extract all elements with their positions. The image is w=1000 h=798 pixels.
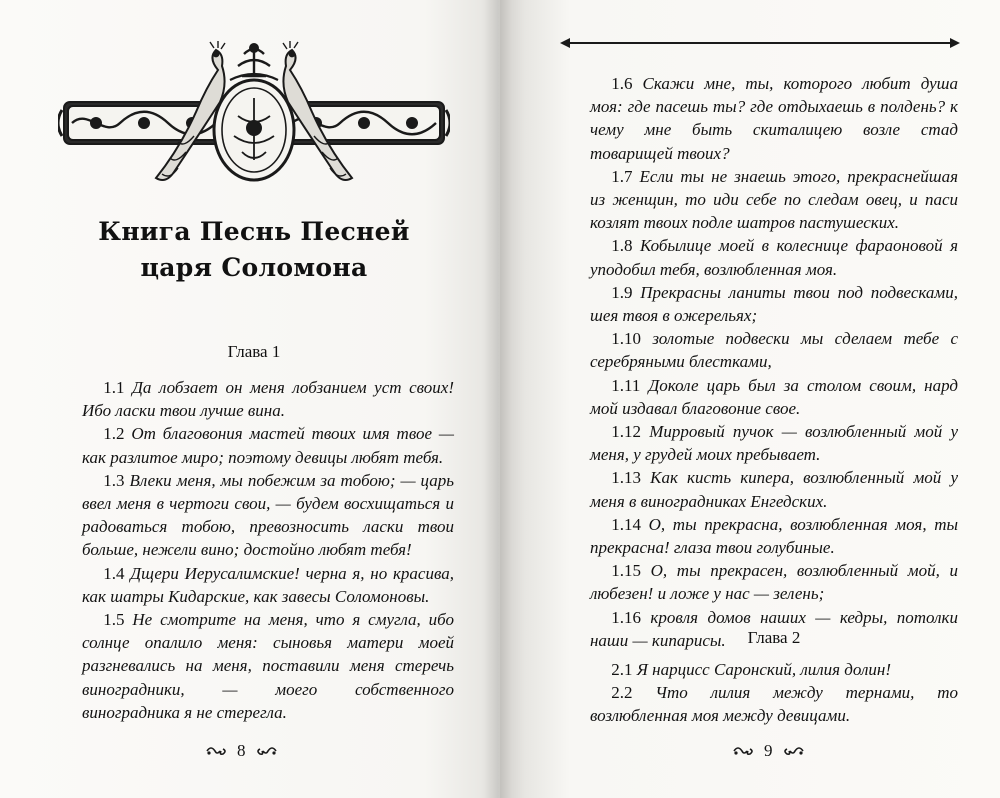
verse bbox=[82, 562, 454, 608]
right-page-chapter2-text bbox=[590, 658, 958, 728]
verse-text: Как кисть кипера, возлюбленный мой у меня в виноградниках Енгедских. bbox=[590, 468, 958, 511]
book-title-line-1: Книга Песнь Песней bbox=[98, 217, 410, 246]
verse-text: Влеки меня, мы побежим за тобою; — царь ввел меня в чертоги свои, — будем восхищаться и радоваться тобою, превозносить ласки твои больше, нежели вино; достойно любят тебя! bbox=[82, 470, 454, 560]
page-number-right bbox=[732, 741, 805, 761]
right-page-text bbox=[590, 72, 958, 652]
verse-text: Мирровый пучок — возлюбленный мой у меня, у грудей моих пребывает. bbox=[590, 422, 958, 465]
verse bbox=[82, 608, 454, 724]
verse bbox=[82, 376, 454, 422]
verse bbox=[590, 72, 958, 165]
verse bbox=[82, 422, 454, 468]
verse-text: Что лилия между тернами, то возлюбленная моя между девицами. bbox=[590, 683, 959, 726]
page-number: 9 bbox=[764, 741, 773, 760]
verse-text: Кобылице моей в колеснице фараоновой я уподобил тебя, возлюбленная моя. bbox=[590, 236, 958, 279]
verse-number: 1.7 bbox=[611, 166, 633, 186]
verse-number: 1.3 bbox=[103, 470, 125, 490]
page-number-left bbox=[205, 741, 278, 761]
chapter-heading-2: Глава 2 bbox=[747, 628, 801, 647]
verse bbox=[590, 681, 958, 727]
verse-number: 1.12 bbox=[611, 422, 641, 442]
verse-number: 1.16 bbox=[611, 607, 641, 627]
verse-text: кровля домов наших — кедры, потолки наши — кипарисы. bbox=[590, 607, 958, 650]
verse-text: Дщери Иерусалимские! черна я, но красива, как шатры Кидарские, как завесы Соломоновы. bbox=[82, 563, 454, 606]
page-number: 8 bbox=[237, 741, 246, 760]
verse-text: Не смотрите на меня, что я смугла, ибо солнце опалило меня: сыновья матери моей разгневались на меня, поставили меня стеречь виноградники, — моего собственного виноградника я не стерегла. bbox=[82, 610, 454, 722]
verse bbox=[590, 658, 958, 681]
scroll-flourish-icon bbox=[254, 745, 278, 757]
verse bbox=[590, 374, 958, 420]
book-gutter bbox=[484, 0, 512, 798]
verse bbox=[590, 281, 958, 327]
verse-number: 1.8 bbox=[611, 236, 633, 256]
verse-number: 1.11 bbox=[611, 375, 641, 395]
verse bbox=[590, 466, 958, 512]
decorative-rule-icon bbox=[560, 36, 960, 50]
book-title-line-2: царя Соломона bbox=[140, 253, 368, 282]
chapter-heading-1: Глава 1 bbox=[227, 342, 281, 361]
verse-number: 1.1 bbox=[103, 378, 125, 397]
verse-number: 1.13 bbox=[611, 468, 641, 488]
verse bbox=[590, 234, 958, 280]
verse bbox=[590, 513, 958, 559]
verse-text: Да лобзает он меня лобзанием уст своих! Ибо ласки твои лучше вина. bbox=[82, 378, 454, 421]
verse-number: 1.4 bbox=[103, 563, 125, 583]
verse-text: золотые подвески мы сделаем тебе с серебряными блестками, bbox=[590, 329, 959, 372]
verse bbox=[590, 165, 958, 235]
scroll-flourish-icon bbox=[205, 745, 229, 757]
verse bbox=[590, 559, 958, 605]
verse-number: 1.14 bbox=[611, 514, 641, 534]
verse-number: 2.2 bbox=[611, 683, 633, 703]
verse-number: 1.10 bbox=[611, 329, 641, 349]
verse-number: 1.6 bbox=[611, 74, 633, 93]
verse-number: 1.15 bbox=[611, 561, 641, 581]
verse bbox=[590, 327, 958, 373]
verse-text: Прекрасны ланиты твои под подвесками, шея твоя в ожерельях; bbox=[590, 282, 958, 326]
verse-number: 2.1 bbox=[611, 660, 633, 679]
scroll-flourish-icon bbox=[781, 745, 805, 757]
verse bbox=[82, 469, 454, 562]
verse-text: О, ты прекрасна, возлюбленная моя, ты прекрасна! глаза твои голубиные. bbox=[590, 514, 959, 558]
left-page-text bbox=[82, 376, 454, 724]
scroll-flourish-icon bbox=[732, 745, 756, 757]
verse-text: О, ты прекрасен, возлюбленный мой, и любезен! и ложе у нас — зелень; bbox=[590, 561, 958, 604]
verse bbox=[590, 420, 958, 466]
verse-number: 1.5 bbox=[103, 610, 125, 630]
peacock-ornament-icon bbox=[58, 40, 450, 190]
verse-number: 1.2 bbox=[103, 424, 125, 444]
book-title bbox=[58, 214, 450, 286]
verse-text: Доколе царь был за столом своим, нард мой издавал благовоние свое. bbox=[590, 375, 958, 418]
verse-text: Я нарцисс Саронский, лилия долин! bbox=[636, 660, 891, 679]
verse-text: Скажи мне, ты, которого любит душа моя: где пасешь ты? где отдыхаешь в полдень? к чему мне быть скиталицею возле стад товарищей твоих? bbox=[590, 74, 958, 163]
verse-text: От благовония мастей твоих имя твое — как разлитое миро; поэтому девицы любят тебя. bbox=[82, 424, 455, 467]
verse-number: 1.9 bbox=[611, 282, 633, 302]
verse-text: Если ты не знаешь этого, прекраснейшая из женщин, то иди себе по следам овец, и паси козлят твоих подле шатров пастушеских. bbox=[590, 166, 959, 233]
